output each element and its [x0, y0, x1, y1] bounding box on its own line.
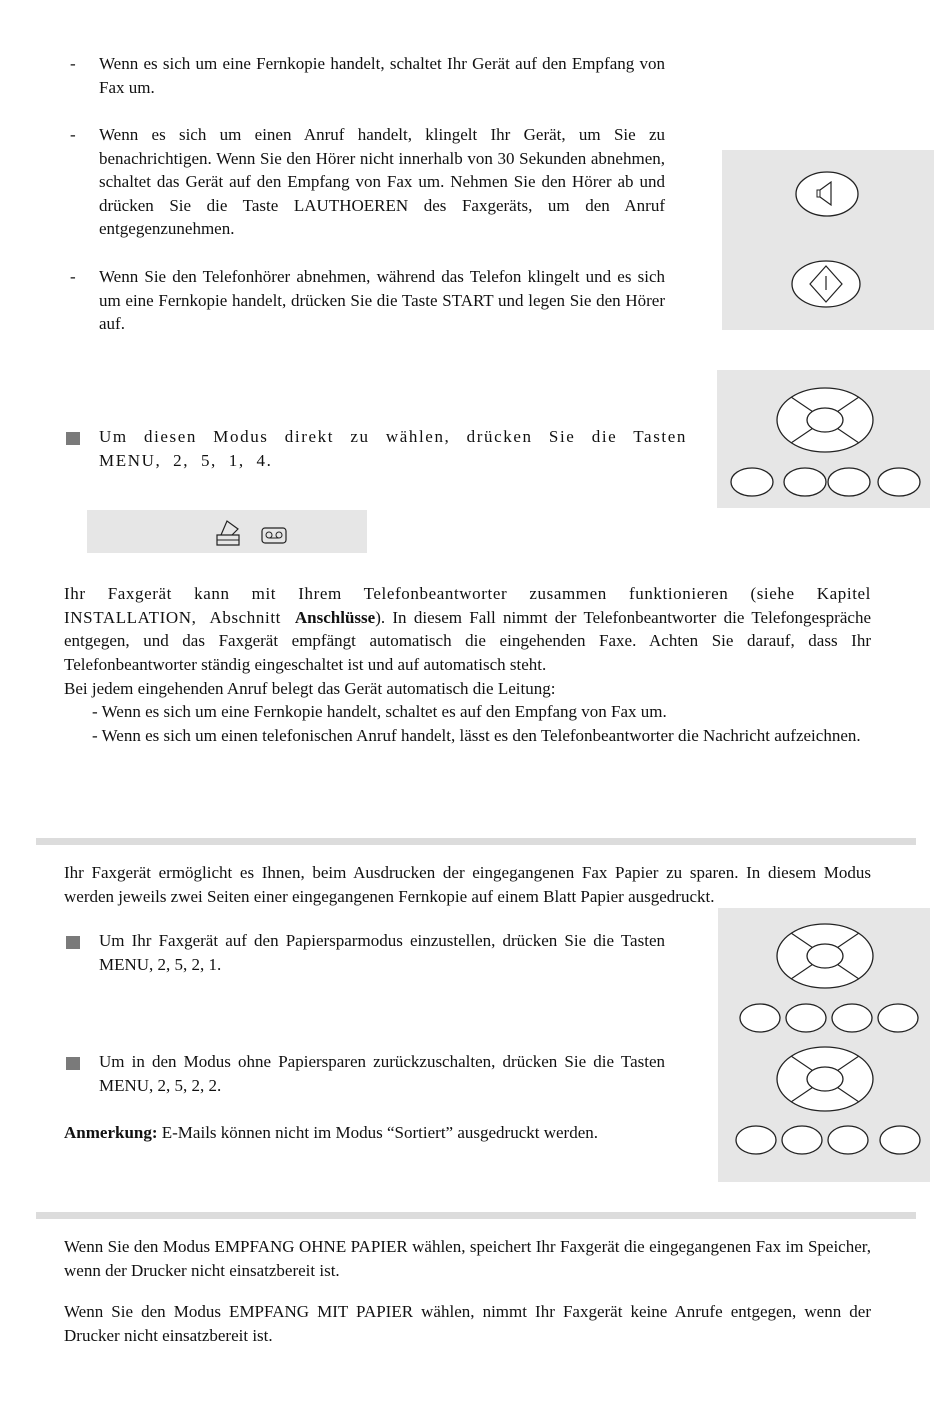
paper-saving-intro: Ihr Faxgerät ermöglicht es Ihnen, beim Ausdrucken der eingegangenen Fax Papier zu sparen. In diesem Modus werden jeweils zwei Seiten einer eingegangenen Fernkopie auf einem Blatt Papier ausgedruckt. [64, 863, 871, 906]
mode-direct-text: Um diesen Modus direkt zu wählen, drücken Sie die Tasten MENU, 2, 5, 1, 4. [99, 427, 687, 470]
list-item: Wenn es sich um eine Fernkopie handelt, schaltet Ihr Gerät auf den Empfang von Fax um. [99, 54, 665, 97]
navigation-keypad-icon [718, 908, 930, 1182]
para-text: Ihr Faxgerät kann mit Ihrem Telefonbeantworter zusammen funktionieren (siehe Kapitel INSTALLATION, Abschnitt [64, 584, 871, 627]
list-dash: - [70, 267, 76, 286]
fax-icon [214, 519, 244, 547]
keypad-illustration-panel [717, 370, 930, 508]
answering-machine-paragraph: Bei jedem eingehenden Anruf belegt das Gerät automatisch die Leitung: [64, 679, 556, 698]
note-text: E-Mails können nicht im Modus “Sortiert” ausgedruckt werden. [157, 1123, 598, 1142]
list-dash: - [70, 125, 76, 144]
note-label: Anmerkung: [64, 1123, 158, 1142]
start-key-icon [722, 150, 934, 330]
no-paper-paragraph: Wenn Sie den Modus EMPFANG OHNE PAPIER wählen, speichert Ihr Faxgerät die eingegangenen Fax im Speicher, wenn der Drucker nicht einsatzbereit ist. [64, 1237, 871, 1280]
answering-machine-icon [260, 526, 290, 546]
key-illustration-panel [722, 150, 934, 330]
bullet-square [66, 936, 80, 949]
paper-saving-on-step: Um Ihr Faxgerät auf den Papiersparmodus einzustellen, drücken Sie die Tasten MENU, 2, 5, 2, 1. [99, 931, 665, 974]
bullet-square [66, 432, 80, 445]
para-text: ). In diesem Fall nimmt der Telefonbeantworter die Telefongespräche entgegen, und das Faxgerät empfängt automatisch die eingehenden Faxe. Achten Sie darauf, dass Ihr Telefonbeantworter ständig eingeschaltet ist und auf automatisch steht. [64, 607, 871, 674]
list-dash: - [70, 54, 76, 73]
answering-machine-paragraph [64, 582, 871, 676]
bold-term: Anschlüsse [294, 607, 376, 627]
navigation-keypad-icon [717, 370, 930, 508]
bullet-square [66, 1057, 80, 1070]
note [64, 1121, 704, 1145]
list-item: Wenn es sich um einen Anruf handelt, klingelt Ihr Gerät, um Sie zu benachrichtigen. Wenn Sie den Hörer nicht innerhalb von 30 Sekunden abnehmen, schaltet das Gerät auf den Empfang von Fax um. Nehmen Sie den Hörer ab und drücken Sie die Taste LAUTHOEREN des Faxgeräts, um den Anruf entgegenzunehmen. [99, 125, 665, 239]
keypad-illustration-panel [718, 908, 930, 1182]
no-paper-paragraph: Wenn Sie den Modus EMPFANG MIT PAPIER wählen, nimmt Ihr Faxgerät keine Anrufe entgegen, wenn der Drucker nicht einsatzbereit ist. [64, 1302, 871, 1345]
list-item: Wenn Sie den Telefonhörer abnehmen, während das Telefon klingelt und es sich um eine Fernkopie handelt, drücken Sie die Taste START und legen Sie den Hörer auf. [99, 267, 665, 334]
list-item: - Wenn es sich um eine Fernkopie handelt, schaltet es auf den Empfang von Fax um. [92, 702, 667, 721]
section-divider [36, 838, 916, 845]
mode-icon-strip [87, 510, 367, 553]
section-divider [36, 1212, 916, 1219]
paper-saving-off-step: Um in den Modus ohne Papiersparen zurückzuschalten, drücken Sie die Tasten MENU, 2, 5, 2, 2. [99, 1052, 665, 1095]
list-item: - Wenn es sich um einen telefonischen Anruf handelt, lässt es den Telefonbeantworter die Nachricht aufzeichnen. [92, 726, 861, 745]
